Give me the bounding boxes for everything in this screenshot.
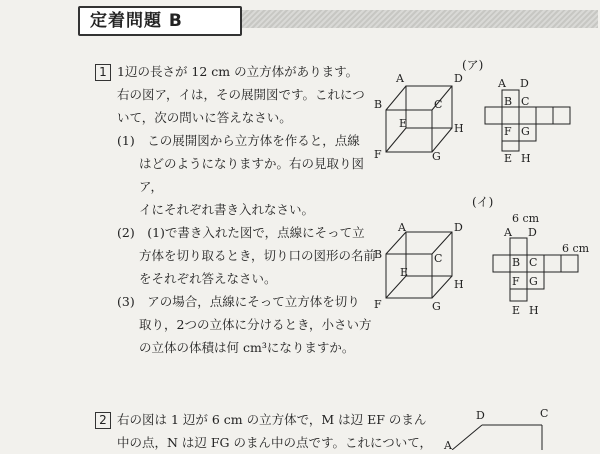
section-title: 定着問題 B xyxy=(78,6,242,36)
vertex-label: C xyxy=(521,95,530,108)
vertex-label: A xyxy=(444,439,452,450)
vertex-label: D xyxy=(454,72,463,85)
vertex-label: H xyxy=(454,122,464,135)
vertex-label: A xyxy=(498,77,506,90)
vertex-label: A xyxy=(504,226,512,239)
vertex-label: E xyxy=(512,304,521,317)
vertex-label: F xyxy=(374,148,382,161)
vertex-label: C xyxy=(434,98,443,111)
problem-1-line: 右の図ア，イは，その展開図です。これにつ xyxy=(117,87,365,102)
problem-2 xyxy=(95,408,455,454)
vertex-label: G xyxy=(521,125,530,138)
vertex-label: B xyxy=(374,248,383,261)
vertex-label: C xyxy=(434,252,443,265)
question-1-cont: イにそれぞれ書き入れなさい。 xyxy=(139,202,315,217)
vertex-label: B xyxy=(374,98,383,111)
dimension-label: 6 cm xyxy=(562,242,590,255)
vertex-label: C xyxy=(529,256,538,269)
cube-diagram-i xyxy=(370,222,470,314)
problem-1-line: 1 1辺の長さが 12 cm の立方体があります。 xyxy=(95,60,385,83)
problem-2-line: 2 右の図は 1 辺が 6 cm の立方体で，M は辺 EF のまん xyxy=(95,408,455,431)
problem-number: 1 xyxy=(95,64,111,81)
question-1-cont: はどのようになりますか。右の見取り図ア， xyxy=(139,156,365,194)
vertex-label: H xyxy=(454,278,464,291)
cube-diagram-2 xyxy=(440,405,590,450)
question-2-cont: をそれぞれ答えなさい。 xyxy=(139,271,277,286)
vertex-label: G xyxy=(432,300,441,313)
vertex-label: A xyxy=(396,72,404,85)
vertex-label: B xyxy=(512,256,521,269)
vertex-label: F xyxy=(504,125,512,138)
vertex-label: D xyxy=(528,226,537,239)
vertex-label: D xyxy=(454,222,463,234)
vertex-label: E xyxy=(400,266,409,279)
problem-1 xyxy=(95,60,385,359)
question-3-cont: の立体の体積は何 cm³になりますか。 xyxy=(139,340,355,355)
vertex-label: G xyxy=(529,275,538,288)
vertex-label: G xyxy=(432,150,441,162)
vertex-label: E xyxy=(504,152,513,165)
problem-1-line: いて，次の問いに答えなさい。 xyxy=(117,110,292,125)
dimension-label: 6 cm xyxy=(512,212,540,225)
vertex-label: H xyxy=(521,152,531,165)
vertex-label: H xyxy=(529,304,539,317)
cube-diagram-a xyxy=(370,70,470,162)
figure-a-label: (ア) xyxy=(462,58,484,72)
vertex-label: B xyxy=(504,95,513,108)
problem-number: 2 xyxy=(95,412,111,429)
vertex-label: D xyxy=(520,77,529,90)
question-3: (3) アの場合，点線にそって立方体を切り xyxy=(117,294,360,309)
vertex-label: F xyxy=(512,275,520,288)
vertex-label: A xyxy=(398,222,406,234)
question-2-cont: 方体を切り取るとき，切り口の図形の名前 xyxy=(139,248,377,263)
vertex-label: D xyxy=(476,409,485,422)
problem-2-line: 中の点，N は辺 FG のまん中の点です。これについて， xyxy=(117,435,433,450)
question-3-cont: 取り，2つの立体に分けるとき，小さい方 xyxy=(139,317,372,332)
vertex-label: E xyxy=(399,117,408,130)
figure-i-label: (イ) xyxy=(472,195,494,209)
question-1: (1) この展開図から立方体を作ると，点線 xyxy=(117,133,360,148)
vertex-label: F xyxy=(374,298,382,311)
net-diagram-i xyxy=(490,210,600,320)
section-header xyxy=(58,0,600,34)
net-diagram-a xyxy=(482,74,577,169)
question-2: (2) (1)で書き入れた図で，点線にそって立 xyxy=(117,225,365,240)
vertex-label: C xyxy=(540,407,549,420)
